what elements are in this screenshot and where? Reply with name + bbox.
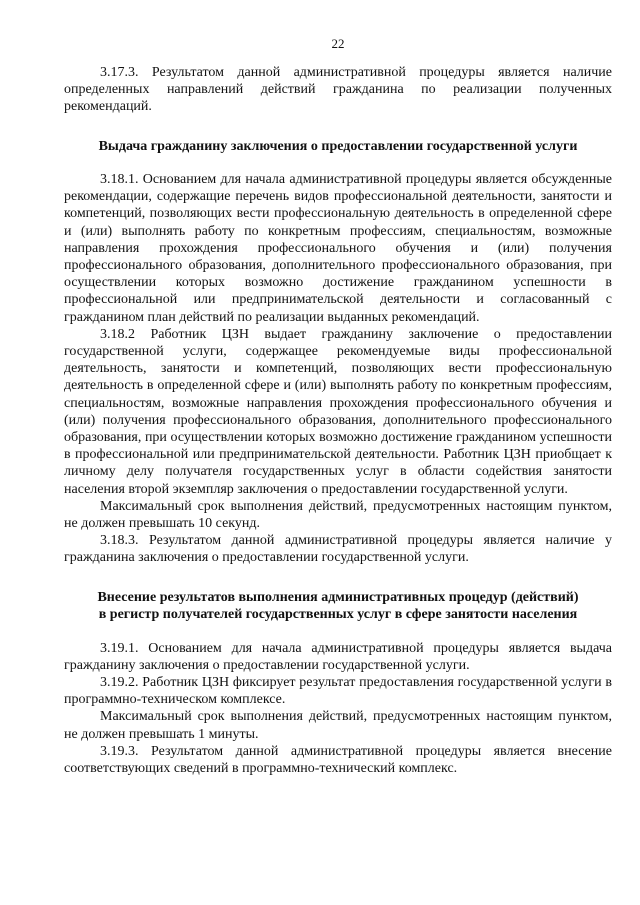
document-page: [64, 36, 612, 777]
paragraph-3-19-1: 3.19.1. Основанием для начала административной процедуры является выдача гражданину заключения о предоставлении государственной услуги.: [64, 640, 612, 673]
section-heading-3-18: Выдача гражданину заключения о предоставлении государственной услуги: [98, 138, 578, 154]
paragraph-3-19-2: 3.19.2. Работник ЦЗН фиксирует результат предоставления государственной услуги в программно-техническом комплексе.: [64, 674, 612, 708]
page-number: 22: [331, 36, 345, 51]
section-heading-3-19: [64, 589, 612, 624]
paragraph-3-18-2: 3.18.2 Работник ЦЗН выдает гражданину заключение о предоставлении государственной услуги, содержащее рекомендуемые виды профессиональной деятельность, занятости и компетенций, позволяющих вести профессиональную деятельность в определенной сфере и (или) выполнять работу по конкретным профессиям, специальностям, возможные направления прохождения профессионального обучения и (или) получения профессионального образования, дополнительного профессионального образования, при осуществлении которых возможно достижение гражданином успешности в профессиональной или предпринимательской деятельности. Работник ЦЗН приобщает к личному делу получателя государственных услуг в области содействия занятости населения второй экземпляр заключения о предоставлении государственной услуги.: [64, 326, 612, 497]
paragraph-3-19-max-time: Максимальный срок выполнения действий, предусмотренных настоящим пунктом, не должен превышать 1 минуты.: [64, 709, 612, 742]
paragraph-3-17-3: 3.17.3. Результатом данной административной процедуры является наличие определенных направлений действий гражданина по реализации полученных рекомендаций.: [64, 65, 612, 115]
paragraph-3-18-1: 3.18.1. Основанием для начала административной процедуры является обсужденные рекомендации, содержащие перечень видов профессиональной деятельности, занятости и компетенций, позволяющих вести профессиональную деятельность в определенной сфере и (или) выполнять работу по конкретным профессиям, специальностям, возможные направления прохождения профессионального обучения и (или) получения профессионального образования, дополнительного профессионального образования, при осуществлении которых возможно достижение гражданином успешности в профессиональной или предпринимательской деятельности и согласованный с гражданином план действий по реализации выданных рекомендаций.: [64, 172, 612, 325]
paragraph-3-19-3: 3.19.3. Результатом данной административной процедуры является внесение соответствующих сведений в программно-технический комплекс.: [64, 743, 612, 776]
paragraph-3-18-3: 3.18.3. Результатом данной административной процедуры является наличие у гражданина заключения о предоставлении государственной услуги.: [64, 533, 612, 566]
section-heading-3-19-line2: в регистр получателей государственных услуг в сфере занятости населения: [98, 607, 578, 623]
section-heading-3-19-line1: Внесение результатов выполнения административных процедур (действий): [97, 589, 579, 605]
paragraph-3-18-max-time: Максимальный срок выполнения действий, предусмотренных настоящим пунктом, не должен превышать 10 секунд.: [64, 498, 612, 532]
